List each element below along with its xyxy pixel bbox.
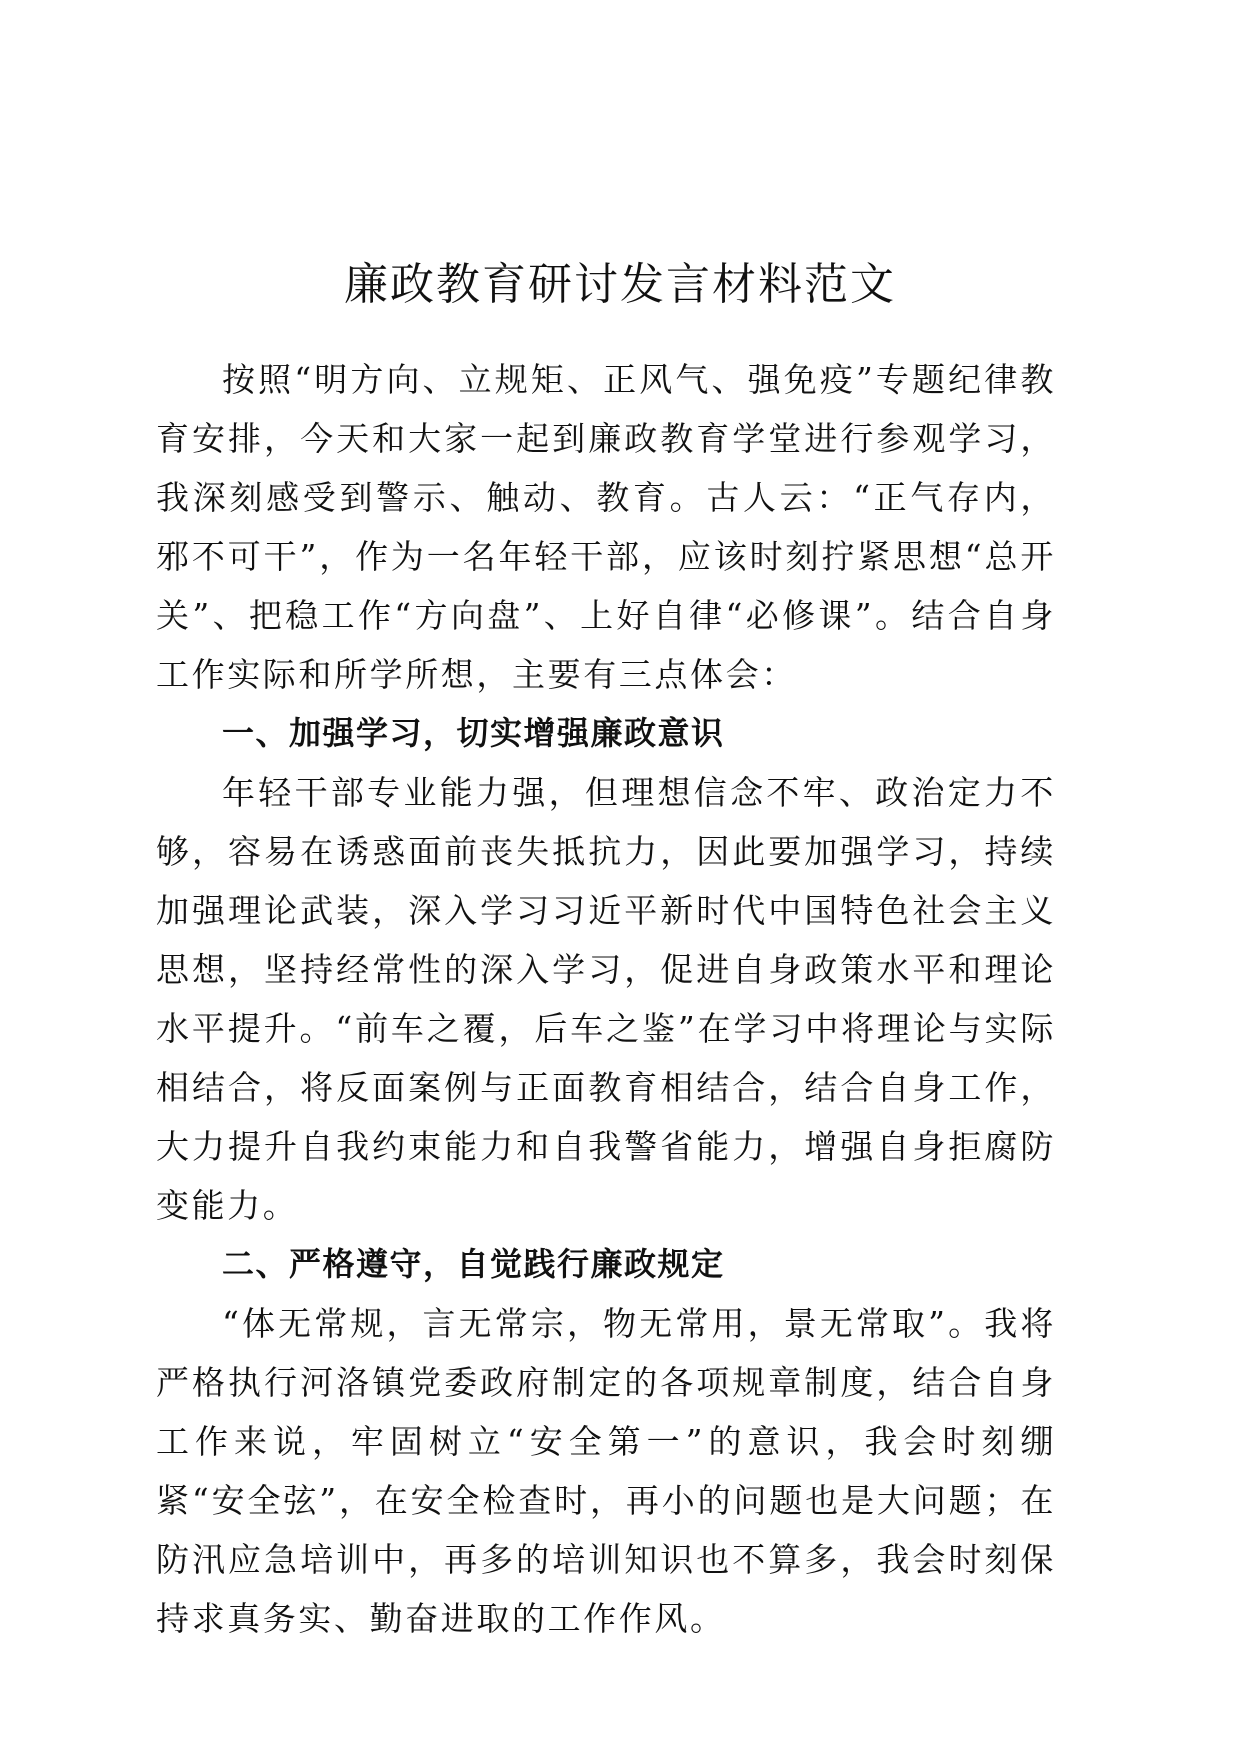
section-1-paragraph: 年轻干部专业能力强，但理想信念不牢、政治定力不够，容易在诱惑面前丧失抵抗力，因此要加强学习，持续加强理论武装，深入学习习近平新时代中国特色社会主义思想，坚持经常性的深入学习，促进自身政策水平和理论水平提升。“前车之覆，后车之鉴”在学习中将理论与实际相结合，将反面案例与正面教育相结合，结合自身工作，大力提升自我约束能力和自我警省能力，增强自身拒腐防变能力。 xyxy=(156,773,1056,1225)
section-2-paragraph: “体无常规，言无常宗，物无常用，景无常取”。我将严格执行河洛镇党委政府制定的各项规章制度，结合自身工作来说，牢固树立“安全第一”的意识，我会时刻绷紧“安全弦”，在安全检查时，再小的问题也是大问题；在防汛应急培训中，再多的培训知识也不算多，我会时刻保持求真务实、勤奋进取的工作作风。 xyxy=(156,1304,1056,1638)
intro-paragraph: 按照“明方向、立规矩、正风气、强免疫”专题纪律教育安排，今天和大家一起到廉政教育学堂进行参观学习，我深刻感受到警示、触动、教育。古人云：“正气存内，邪不可干”，作为一名年轻干部，应该时刻拧紧思想“总开关”、把稳工作“方向盘”、上好自律“必修课”。结合自身工作实际和所学所想，主要有三点体会： xyxy=(156,360,1056,694)
section-heading-2: 二、严格遵守，自觉践行廉政规定 xyxy=(222,1245,725,1283)
section-heading-1: 一、加强学习，切实增强廉政意识 xyxy=(222,714,725,752)
document-title: 廉政教育研讨发言材料范文 xyxy=(344,259,896,310)
document-body xyxy=(156,350,1056,1648)
